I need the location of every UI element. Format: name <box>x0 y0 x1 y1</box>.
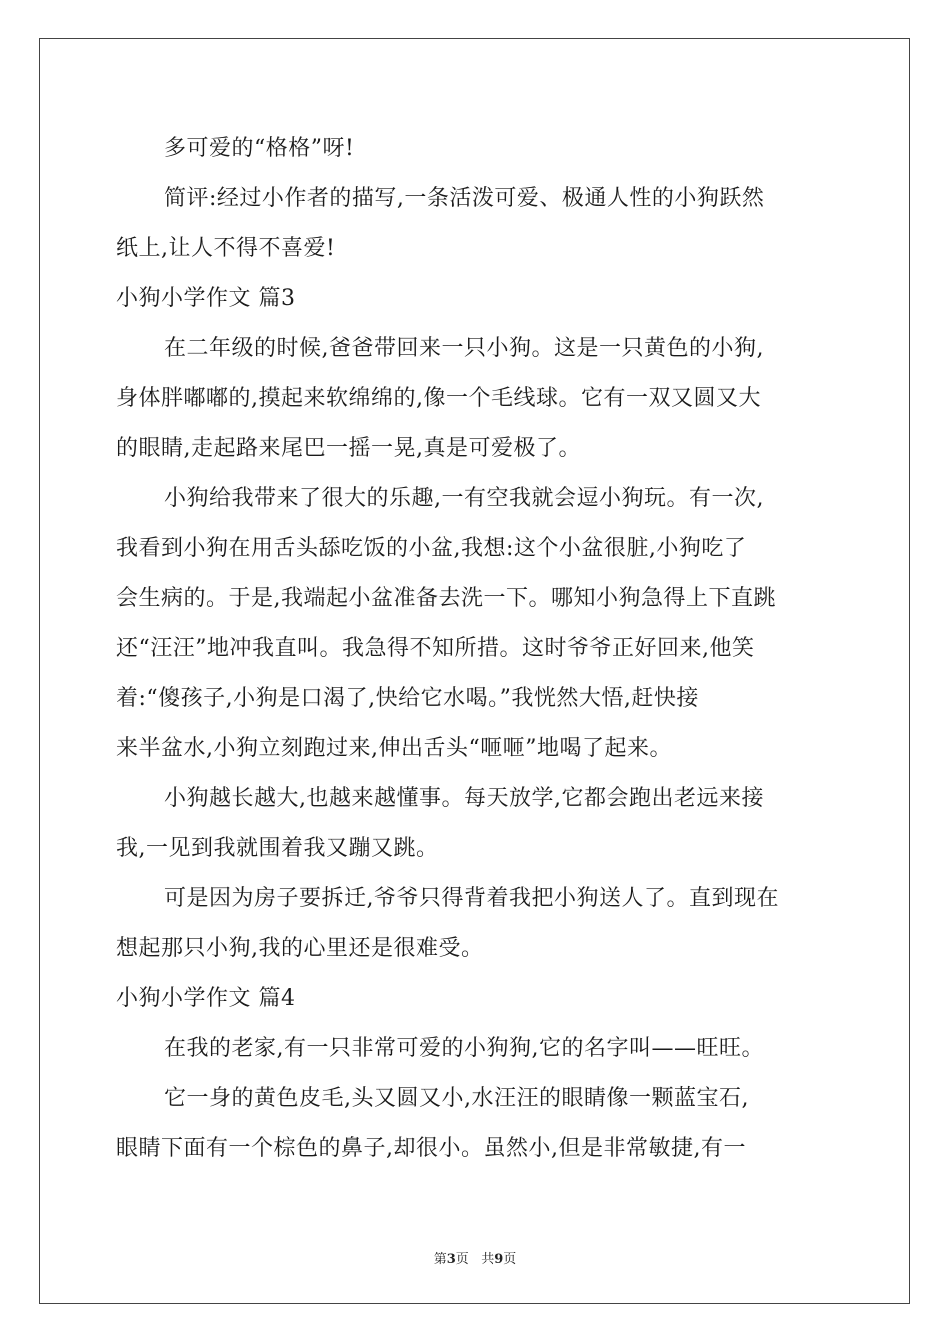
current-page-number: 3 <box>446 1252 456 1267</box>
text-line: 可是因为房子要拆迁,爷爷只得背着我把小狗送人了。直到现在 <box>164 886 779 911</box>
text-line: 着:“傻孩子,小狗是口渴了,快给它水喝。”我恍然大悟,赶快接 <box>116 686 699 711</box>
text-line: 小狗给我带来了很大的乐趣,一有空我就会逗小狗玩。有一次, <box>164 486 764 511</box>
text-line: 纸上,让人不得不喜爱! <box>116 236 336 261</box>
text-line: 小狗越长越大,也越来越懂事。每天放学,它都会跑出老远来接 <box>164 786 764 811</box>
text-line: 我,一见到我就围着我又蹦又跳。 <box>116 836 439 861</box>
text-line: 的眼睛,走起路来尾巴一摇一晃,真是可爱极了。 <box>116 436 581 461</box>
text-line: 还“汪汪”地冲我直叫。我急得不知所措。这时爷爷正好回来,他笑 <box>116 636 755 661</box>
text-line: 来半盆水,小狗立刻跑过来,伸出舌头“咂咂”地喝了起来。 <box>116 736 672 761</box>
text-line: 在二年级的时候,爸爸带回来一只小狗。这是一只黄色的小狗, <box>164 336 764 361</box>
footer-total-prefix: 共 <box>481 1252 495 1267</box>
total-page-number: 9 <box>494 1252 504 1267</box>
footer-total-suffix: 页 <box>503 1252 517 1267</box>
text-line: 身体胖嘟嘟的,摸起来软绵绵的,像一个毛线球。它有一双又圆又大 <box>116 386 761 411</box>
text-line: 眼睛下面有一个棕色的鼻子,却很小。虽然小,但是非常敏捷,有一 <box>116 1136 746 1161</box>
section-heading: 小狗小学作文 篇4 <box>116 986 296 1011</box>
footer-page-suffix: 页 <box>455 1252 469 1267</box>
footer-prefix: 第 <box>433 1252 447 1267</box>
page-footer <box>0 1248 950 1267</box>
text-line: 会生病的。于是,我端起小盆准备去洗一下。哪知小狗急得上下直跳 <box>116 586 776 611</box>
text-line: 我看到小狗在用舌头舔吃饭的小盆,我想:这个小盆很脏,小狗吃了 <box>116 536 747 561</box>
text-line: 在我的老家,有一只非常可爱的小狗狗,它的名字叫——旺旺。 <box>164 1036 764 1061</box>
text-line: 简评:经过小作者的描写,一条活泼可爱、极通人性的小狗跃然 <box>164 186 765 211</box>
section-heading: 小狗小学作文 篇3 <box>116 286 296 311</box>
text-line: 多可爱的“格格”呀! <box>164 136 355 161</box>
text-line: 想起那只小狗,我的心里还是很难受。 <box>116 936 484 961</box>
document-body <box>116 124 836 1174</box>
text-line: 它一身的黄色皮毛,头又圆又小,水汪汪的眼睛像一颗蓝宝石, <box>164 1086 749 1111</box>
